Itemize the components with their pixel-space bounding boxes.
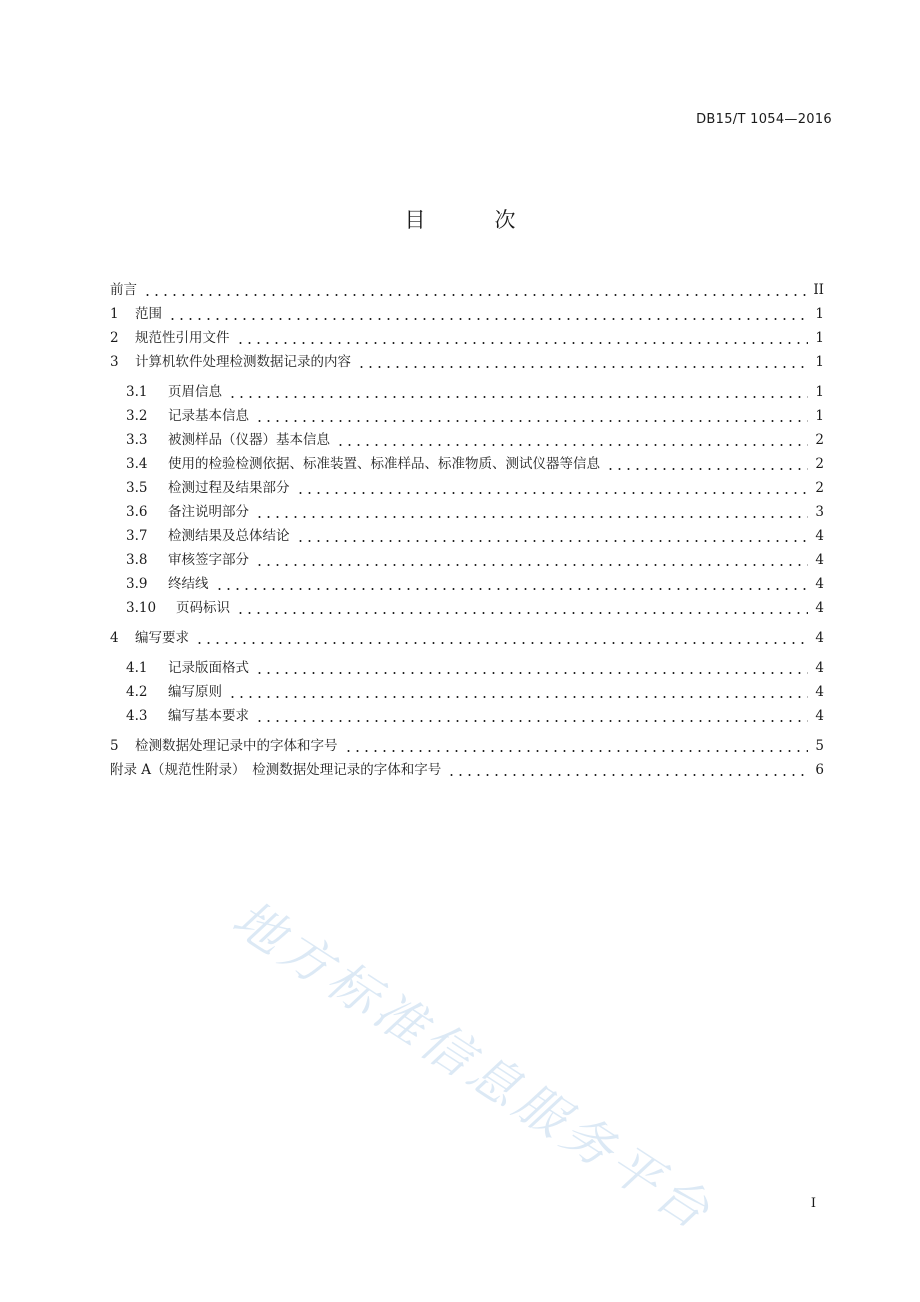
toc-entry-page: 2 — [815, 480, 824, 496]
toc-entry-number: 1 — [110, 306, 119, 322]
toc-entry-title: 终结线 — [168, 576, 209, 592]
toc-entry[interactable] — [110, 476, 824, 500]
toc-entry-number: 3.8 — [126, 552, 148, 568]
toc-entry-number: 5 — [110, 738, 119, 754]
toc-entry-page: 4 — [815, 528, 824, 544]
toc-dot-leader — [236, 612, 808, 614]
page-number: I — [810, 1196, 816, 1211]
toc-dot-leader — [195, 642, 808, 644]
toc-entry-page: 5 — [815, 738, 824, 754]
toc-entry[interactable] — [110, 626, 824, 650]
toc-entry[interactable] — [110, 548, 824, 572]
toc-entry-page: 4 — [815, 630, 824, 646]
toc-entry-page: 1 — [815, 306, 824, 322]
toc-dot-leader — [168, 318, 808, 320]
toc-entry[interactable] — [110, 704, 824, 728]
toc-entry-title: 备注说明部分 — [168, 504, 249, 520]
toc-entry-number: 3.2 — [126, 408, 148, 424]
toc-entry-page: 4 — [815, 600, 824, 616]
toc-entry[interactable] — [110, 680, 824, 704]
toc-entry-number: 3.6 — [126, 504, 148, 520]
toc-entry-title: 审核签字部分 — [168, 552, 249, 568]
toc-entry-page: 4 — [815, 576, 824, 592]
toc-entry-page: 1 — [815, 408, 824, 424]
toc-entry-number: 4.2 — [126, 684, 148, 700]
toc-dot-leader — [228, 696, 808, 698]
toc-entry-title: 被测样品（仪器）基本信息 — [168, 432, 330, 448]
toc-entry-title: 检测过程及结果部分 — [168, 480, 290, 496]
toc-entry-page: 6 — [815, 762, 824, 778]
toc-entry[interactable] — [110, 452, 824, 476]
toc-entry-number: 3.3 — [126, 432, 148, 448]
toc-entry[interactable] — [110, 278, 824, 302]
watermark: 地方标准信息服务平台 — [222, 889, 724, 1243]
toc-entry-title: 检测结果及总体结论 — [168, 528, 290, 544]
toc-dot-leader — [255, 720, 808, 722]
toc-entry-page: II — [813, 282, 824, 298]
standard-code: DB15/T 1054—2016 — [696, 112, 832, 127]
toc-dot-leader — [215, 588, 809, 590]
toc-dot-leader — [296, 492, 809, 494]
toc-entry-number: 4.3 — [126, 708, 148, 724]
toc-entry-number: 2 — [110, 330, 119, 346]
toc-entry-number: 4.1 — [126, 660, 148, 676]
toc-entry-title: 页码标识 — [176, 600, 230, 616]
toc-entry-page: 1 — [815, 384, 824, 400]
toc-entry-page: 4 — [815, 708, 824, 724]
toc-entry-page: 1 — [815, 330, 824, 346]
toc-entry[interactable] — [110, 380, 824, 404]
toc-entry[interactable] — [110, 302, 824, 326]
toc-entry-page: 1 — [815, 354, 824, 370]
toc-entry[interactable] — [110, 524, 824, 548]
toc-dot-leader — [344, 750, 809, 752]
toc-dot-leader — [336, 444, 808, 446]
toc-entry[interactable] — [110, 404, 824, 428]
toc-dot-leader — [255, 564, 808, 566]
toc-entry-number: 3 — [110, 354, 119, 370]
toc-entry[interactable] — [110, 572, 824, 596]
toc-entry-page: 4 — [815, 660, 824, 676]
toc-dot-leader — [447, 774, 808, 776]
toc-entry-number: 3.9 — [126, 576, 148, 592]
toc-entry[interactable] — [110, 758, 824, 782]
toc-dot-leader — [255, 672, 808, 674]
toc-entry[interactable] — [110, 734, 824, 758]
toc-entry-number: 3.7 — [126, 528, 148, 544]
toc-entry[interactable] — [110, 326, 824, 350]
toc-dot-leader — [255, 420, 808, 422]
toc-entry[interactable] — [110, 500, 824, 524]
toc-entry-title: 编写要求 — [135, 630, 189, 646]
toc-entry-title: 附录 A（规范性附录） 检测数据处理记录的字体和字号 — [110, 762, 442, 778]
toc-entry-number: 3.1 — [126, 384, 148, 400]
table-of-contents — [110, 278, 824, 782]
toc-dot-leader — [236, 342, 809, 344]
toc-entry[interactable] — [110, 428, 824, 452]
toc-entry[interactable] — [110, 350, 824, 374]
toc-entry-title: 检测数据处理记录中的字体和字号 — [135, 738, 338, 754]
toc-entry-title: 使用的检验检测依据、标准装置、标准样品、标准物质、测试仪器等信息 — [168, 456, 600, 472]
toc-dot-leader — [296, 540, 809, 542]
toc-entry-page: 4 — [815, 552, 824, 568]
toc-entry-page: 2 — [815, 456, 824, 472]
toc-entry[interactable] — [110, 656, 824, 680]
toc-dot-leader — [606, 468, 808, 470]
toc-entry-page: 2 — [815, 432, 824, 448]
toc-entry-title: 页眉信息 — [168, 384, 222, 400]
toc-dot-leader — [255, 516, 808, 518]
toc-dot-leader — [228, 396, 808, 398]
toc-entry[interactable] — [110, 596, 824, 620]
toc-entry-page: 3 — [815, 504, 824, 520]
toc-entry-title: 计算机软件处理检测数据记录的内容 — [135, 354, 351, 370]
toc-entry-number: 3.5 — [126, 480, 148, 496]
toc-entry-number: 4 — [110, 630, 119, 646]
toc-entry-title: 记录基本信息 — [168, 408, 249, 424]
toc-dot-leader — [357, 366, 808, 368]
toc-entry-title: 前言 — [110, 282, 137, 298]
toc-entry-title: 范围 — [135, 306, 162, 322]
toc-entry-title: 编写基本要求 — [168, 708, 249, 724]
page-title: 目 次 — [404, 208, 540, 232]
toc-entry-number: 3.4 — [126, 456, 148, 472]
toc-entry-number: 3.10 — [126, 600, 157, 616]
toc-entry-title: 记录版面格式 — [168, 660, 249, 676]
toc-entry-title: 编写原则 — [168, 684, 222, 700]
toc-entry-page: 4 — [815, 684, 824, 700]
toc-entry-title: 规范性引用文件 — [135, 330, 230, 346]
toc-dot-leader — [143, 294, 807, 296]
